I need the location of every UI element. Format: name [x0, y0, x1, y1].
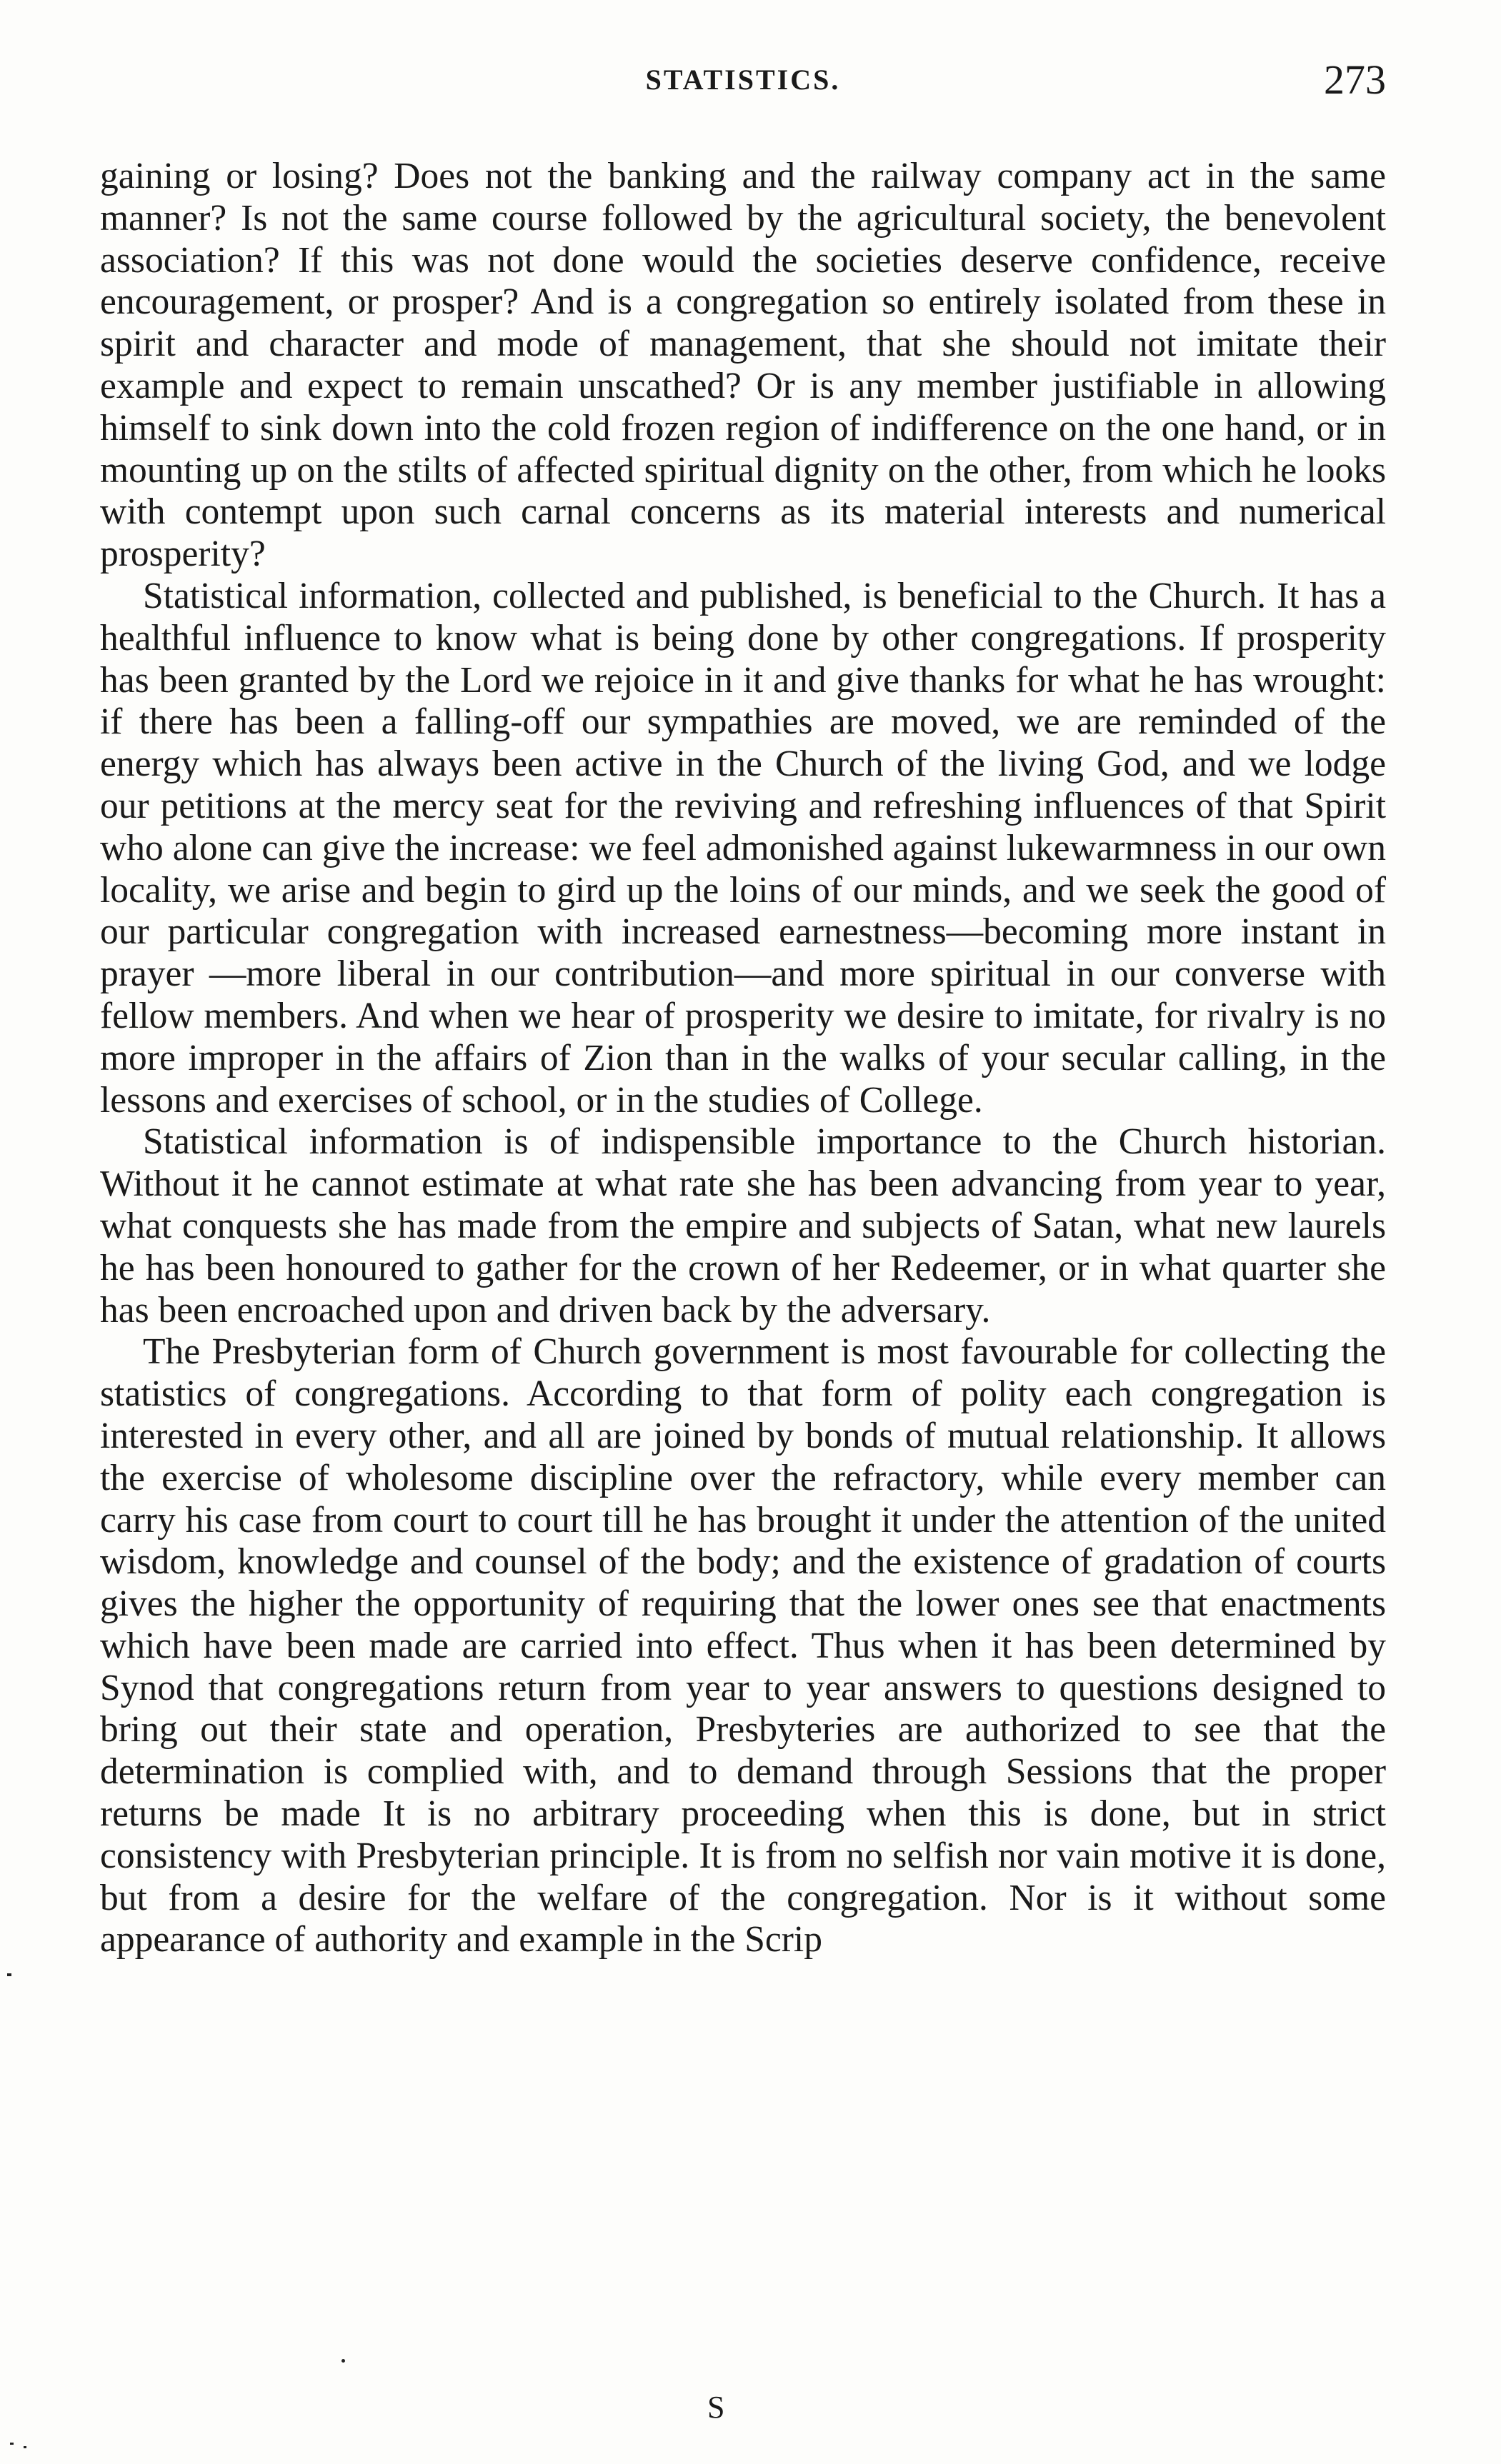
margin-speck [7, 1973, 11, 1976]
page-number: 273 [1324, 56, 1386, 103]
paragraph: The Presbyterian form of Church government is most favourable for collecting the statistics of congregations. According to that form of polity each congregation is interested in every other, and all are joined by bonds of mutual relationship. It allows the exercise of wholesome discipline over the refractory, while every member can carry his case from court to court till he has brought it under the attention of the united wisdom, knowledge and counsel of the body; and the existence of gradation of courts gives the higher the opportunity of requiring that the lower ones see that enactments which have been made are carried into effect. Thus when it has been determined by Synod that congregations return from year to year answers to questions designed to bring out their state and operation, Presbyteries are authorized to see that the determination is complied with, and to demand through Sessions that the proper returns be made It is no arbitrary proceeding when this is done, but in strict consistency with Presbyterian principle. It is from no selfish nor vain motive it is done, but from a desire for the welfare of the congregation. Nor is it without some appearance of authority and example in the Scrip [100, 1331, 1386, 1960]
body-text [100, 156, 1386, 1961]
running-head [100, 56, 1386, 113]
margin-speck [341, 2359, 345, 2363]
paragraph: Statistical information is of indispensible importance to the Church historian. Without it he cannot estimate at what rate she has been advancing from year to year, what conquests she has made from the empire and subjects of Satan, what new laurels he has been honoured to gather for the crown of her Redeemer, or in what quarter she has been encroached upon and driven back by the adversary. [100, 1121, 1386, 1331]
paragraph: Statistical information, collected and published, is beneficial to the Church. It has a healthful influence to know what is being done by other congregations. If prosperity has been granted by the Lord we rejoice in it and give thanks for what he has wrought: if there has been a falling-off our sympathies are moved, we are reminded of the energy which has always been active in the Church of the living God, and we lodge our petitions at the mercy seat for the reviving and refreshing influences of that Spirit who alone can give the increase: we feel admonished against lukewarmness in our own locality, we arise and begin to gird up the loins of our minds, and we seek the good of our particular congregation with increased earnestness—becoming more instant in prayer —more liberal in our contribution—and more spiritual in our converse with fellow members. And when we hear of prosperity we desire to imitate, for rivalry is no more improper in the affairs of Zion than in the walks of your secular calling, in the lessons and exercises of school, or in the studies of College. [100, 575, 1386, 1121]
signature-mark: S [707, 2390, 725, 2425]
margin-speck [10, 2443, 14, 2445]
margin-speck [24, 2446, 26, 2448]
paragraph: gaining or losing? Does not the banking and the railway company act in the same manner? Is not the same course followed by the agricultural society, the benevolent association? If this was not done would the societies deserve confidence, receive encouragement, or prosper? And is a congregation so entirely isolated from these in spirit and character and mode of management, that she should not imitate their example and expect to remain unscathed? Or is any member justifiable in allowing himself to sink down into the cold frozen region of indifference on the one hand, or in mounting up on the stilts of affected spiritual dignity on the other, from which he looks with contempt upon such carnal concerns as its material interests and numerical prosperity? [100, 156, 1386, 575]
running-title: STATISTICS. [645, 64, 841, 96]
